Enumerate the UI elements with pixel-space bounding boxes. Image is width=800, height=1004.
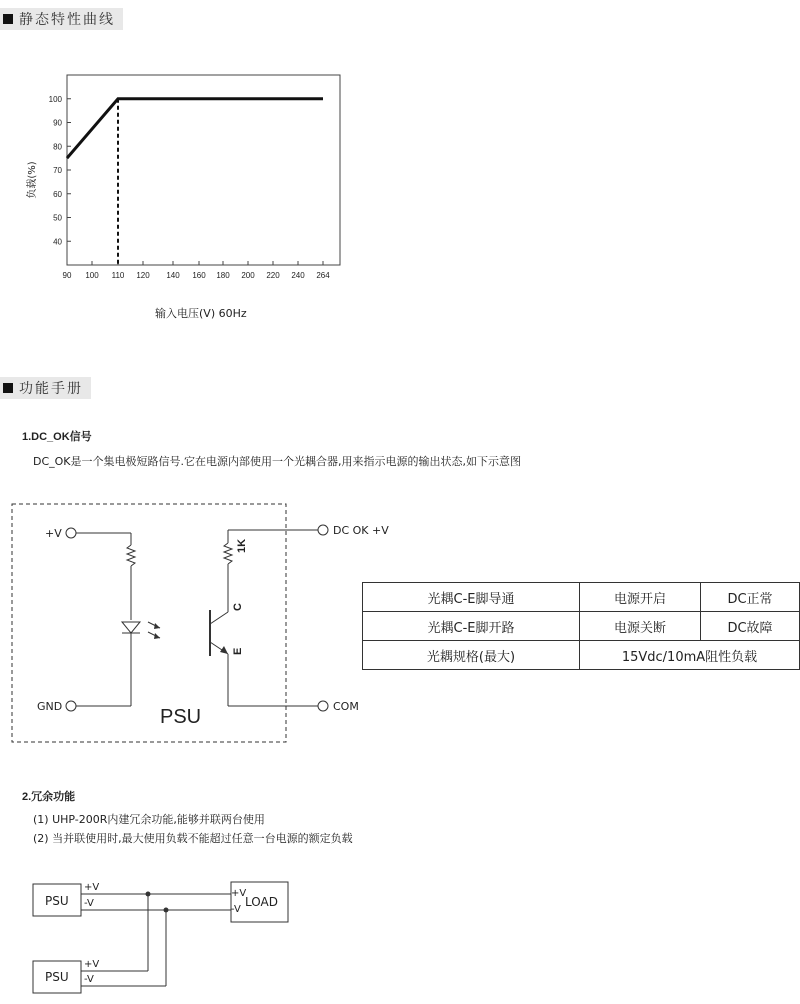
psu-2-plus-v: +V [84,959,100,970]
x-tick-label: 90 [62,271,72,280]
psu-2-minus-v: -V [84,974,94,985]
redundancy-line-1: (1) UHP-200R内建冗余功能,能够并联两台使用 [33,813,265,826]
x-tick-label: 264 [316,271,330,280]
table-cell: 电源关断 [580,612,701,641]
x-tick-label: 100 [85,271,99,280]
y-tick-label: 50 [53,213,62,223]
x-tick-label: 240 [291,271,305,280]
table-cell: 电源开启 [580,583,701,612]
com-label: COM [333,700,359,713]
table-cell: DC正常 [701,583,800,612]
y-tick-label: 100 [48,94,62,104]
gnd-label: GND [37,700,63,713]
y-tick-label: 60 [53,189,62,199]
table-cell: DC故障 [701,612,800,641]
load-minus-v: -V [231,904,241,915]
table-cell: 光耦C-E脚开路 [363,612,580,641]
redundancy-line-2: (2) 当并联使用时,最大使用负载不能超过任意一台电源的额定负载 [33,832,353,845]
y-tick-label: 40 [53,237,62,247]
y-axis-label: 负载(%) [27,161,38,199]
x-tick-label: 220 [266,271,280,280]
chart-x-label: 输入电压(V) 60Hz [155,307,247,320]
x-tick-label: 110 [111,271,125,280]
psu-1-plus-v: +V [84,882,100,893]
y-tick-label: 70 [53,166,62,175]
y-tick-label: 80 [53,142,62,152]
psu-1-minus-v: -V [84,898,94,909]
plus-v-label: +V [45,527,62,540]
x-tick-label: 120 [136,271,150,280]
y-tick-label: 90 [53,118,62,128]
dc-ok-plus-v-label: DC OK +V [333,524,389,537]
load-plus-v: +V [231,888,247,899]
x-tick-label: 160 [192,271,206,280]
psu-label: PSU [160,706,202,728]
psu-2-label: PSU [45,970,69,984]
psu-1-label: PSU [45,894,69,908]
collector-label: C [232,603,244,611]
section-title: 功能手册 [19,381,83,397]
section-title: 静态特性曲线 [19,12,115,28]
dc-ok-heading: 1.DC_OK信号 [22,431,92,443]
dc-ok-description: DC_OK是一个集电极短路信号.它在电源内部使用一个光耦合器,用来指示电源的输出状态,如下示意图 [33,455,522,468]
x-tick-label: 180 [216,271,230,280]
redundancy-heading: 2.冗余功能 [22,791,76,803]
load-label: LOAD [245,895,278,909]
table-cell: 15Vdc/10mA阻性负载 [580,641,800,670]
x-tick-label: 200 [241,271,255,280]
x-tick-label: 140 [166,271,180,280]
emitter-label: E [232,647,244,655]
table-cell: 光耦规格(最大) [363,641,580,670]
resistor-1k-label: 1K [236,538,248,553]
table-cell: 光耦C-E脚导通 [363,583,580,612]
